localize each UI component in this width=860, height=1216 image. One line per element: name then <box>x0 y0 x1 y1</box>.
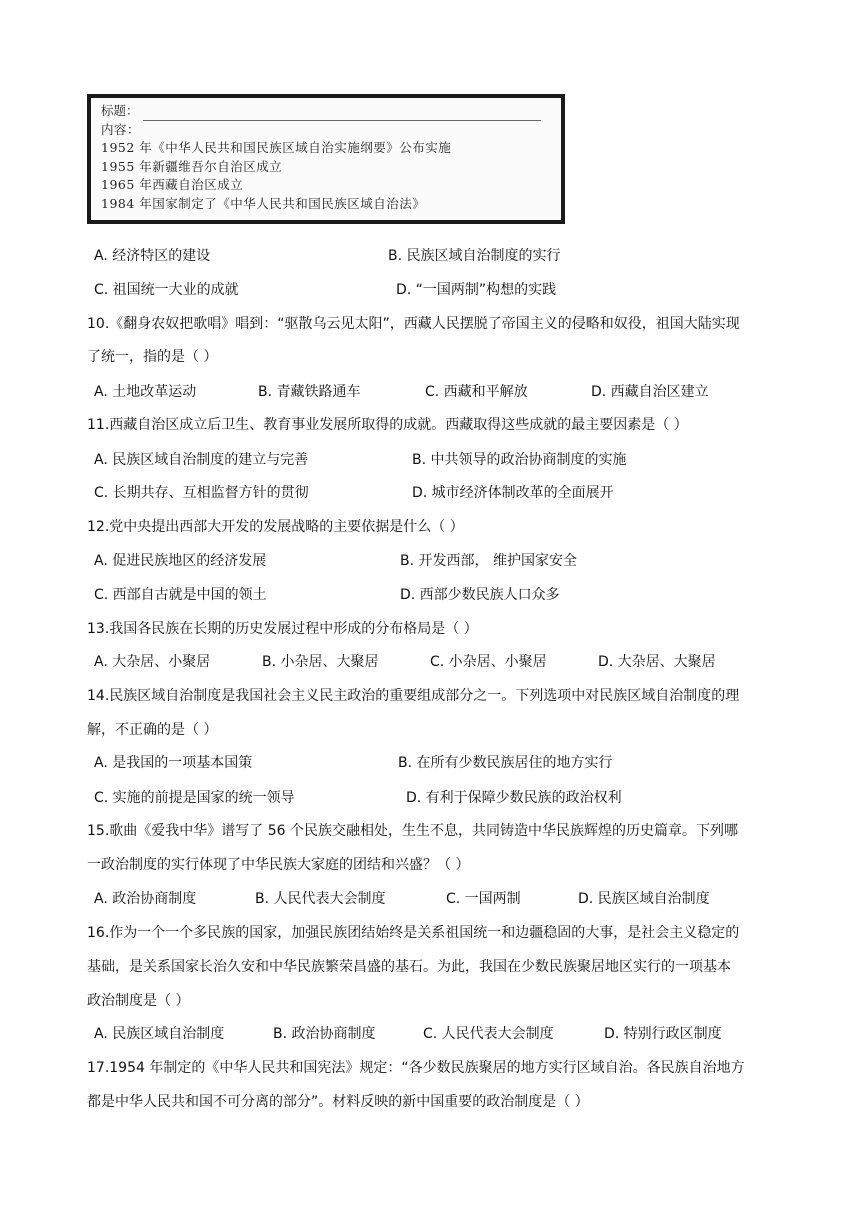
q13-option-d[interactable]: D. 大杂居、大聚居 <box>598 654 716 670</box>
figure-line-1965: 1965 年西藏自治区成立 <box>101 177 244 192</box>
q10-stem-line-1: 10.《翻身农奴把歌唱》唱到：“驱散乌云见太阳”，西藏人民摆脱了帝国主义的侵略和奴役，祖国大陆实现 <box>87 316 740 332</box>
q12-option-a[interactable]: A. 促进民族地区的经济发展 <box>94 553 267 569</box>
q16-stem-line-3: 政治制度是（ ） <box>87 993 190 1009</box>
q16-option-d[interactable]: D. 特别行政区制度 <box>604 1026 722 1042</box>
q11-option-a[interactable]: A. 民族区域自治制度的建立与完善 <box>94 452 309 468</box>
q10-option-d[interactable]: D. 西藏自治区建立 <box>591 384 709 400</box>
q13-option-c[interactable]: C. 小杂居、小聚居 <box>430 654 547 670</box>
q11-option-d[interactable]: D. 城市经济体制改革的全面展开 <box>412 485 614 501</box>
q9-option-b[interactable]: B. 民族区域自治制度的实行 <box>388 248 561 264</box>
q17-stem-line-2: 都是中华人民共和国不可分离的部分”。材料反映的新中国重要的政治制度是（ ） <box>87 1094 589 1110</box>
q16-option-a[interactable]: A. 民族区域自治制度 <box>94 1026 225 1042</box>
q15-stem-line-2: 一政治制度的实行体现了中华民族大家庭的团结和兴盛？（ ） <box>87 857 470 873</box>
figure-line-1952: 1952 年《中华人民共和国民族区域自治实施纲要》公布实施 <box>101 140 452 155</box>
q12-stem-line-1: 12.党中央提出西部大开发的发展战略的主要依据是什么（ ） <box>87 519 464 535</box>
q17-stem-line-1: 17.1954 年制定的《中华人民共和国宪法》规定：“各少数民族聚居的地方实行区域自治。各民族自治地方 <box>87 1060 745 1076</box>
q10-stem-line-2: 了统一，指的是（ ） <box>87 349 218 365</box>
q14-stem-line-2: 解，不正确的是（ ） <box>87 722 218 738</box>
q10-option-b[interactable]: B. 青藏铁路通车 <box>258 384 361 400</box>
q15-option-d[interactable]: D. 民族区域自治制度 <box>578 891 710 907</box>
q16-option-b[interactable]: B. 政治协商制度 <box>273 1026 376 1042</box>
figure-line-1955: 1955 年新疆维吾尔自治区成立 <box>101 158 283 174</box>
q13-option-a[interactable]: A. 大杂居、小聚居 <box>94 654 211 670</box>
q11-option-b[interactable]: B. 中共领导的政治协商制度的实施 <box>412 452 627 468</box>
figure-content-label: 内容： <box>101 121 141 137</box>
q10-option-a[interactable]: A. 土地改革运动 <box>94 384 197 400</box>
figure-title-row <box>101 102 551 121</box>
q15-option-b[interactable]: B. 人民代表大会制度 <box>255 891 386 907</box>
q11-option-c[interactable]: C. 长期共存、互相监督方针的贯彻 <box>94 485 309 501</box>
q9-option-a[interactable]: A. 经济特区的建设 <box>94 248 211 264</box>
q13-option-b[interactable]: B. 小杂居、大聚居 <box>262 654 379 670</box>
q16-stem-line-1: 16.作为一个一个多民族的国家，加强民族团结始终是关系祖国统一和边疆稳固的大事，是社会主义稳定的 <box>87 925 740 941</box>
q14-option-d[interactable]: D. 有利于保障少数民族的政治权利 <box>406 790 622 806</box>
q11-stem-line-1: 11.西藏自治区成立后卫生、教育事业发展所取得的成就。西藏取得这些成就的最主要因素是（ ） <box>87 417 688 433</box>
q12-option-d[interactable]: D. 西部少数民族人口众多 <box>400 587 560 603</box>
q12-option-b[interactable]: B. 开发西部， 维护国家安全 <box>400 553 577 569</box>
q14-option-c[interactable]: C. 实施的前提是国家的统一领导 <box>94 790 295 806</box>
figure-title-label: 标题： <box>101 103 139 118</box>
q14-stem-line-1: 14.民族区域自治制度是我国社会主义民主政治的重要组成部分之一。下列选项中对民族区域自治制度的理 <box>87 688 740 704</box>
q9-option-d[interactable]: D. “一国两制”构想的实践 <box>396 282 557 298</box>
q15-option-a[interactable]: A. 政治协商制度 <box>94 891 197 907</box>
history-material-figure <box>87 94 565 224</box>
q13-stem-line-1: 13.我国各民族在长期的历史发展过程中形成的分布格局是（ ） <box>87 621 478 637</box>
figure-line-1984: 1984 年国家制定了《中华人民共和国民族区域自治法》 <box>101 195 426 211</box>
q12-option-c[interactable]: C. 西部自古就是中国的领土 <box>94 587 267 603</box>
figure-title-blank <box>143 107 541 121</box>
q15-stem-line-1: 15.歌曲《爱我中华》谱写了 56 个民族交融相处，生生不息，共同铸造中华民族辉煌的历史篇章。下列哪 <box>87 823 738 839</box>
q9-option-c[interactable]: C. 祖国统一大业的成就 <box>94 282 239 298</box>
q16-option-c[interactable]: C. 人民代表大会制度 <box>423 1026 554 1042</box>
q14-option-a[interactable]: A. 是我国的一项基本国策 <box>94 755 253 771</box>
q16-stem-line-2: 基础，是关系国家长治久安和中华民族繁荣昌盛的基石。为此，我国在少数民族聚居地区实行的一项基本 <box>87 959 731 975</box>
q14-option-b[interactable]: B. 在所有少数民族居住的地方实行 <box>398 755 613 771</box>
q15-option-c[interactable]: C. 一国两制 <box>446 891 521 907</box>
q10-option-c[interactable]: C. 西藏和平解放 <box>425 384 528 400</box>
